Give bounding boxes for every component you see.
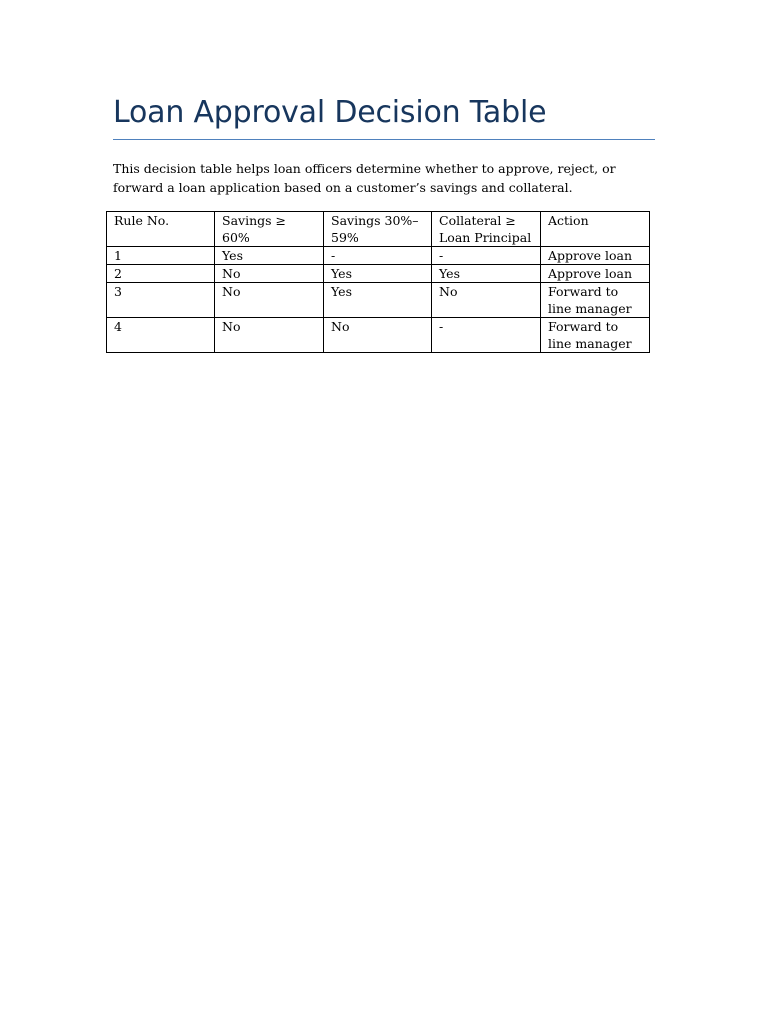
intro-paragraph: This decision table helps loan officers determine whether to approve, reject, or forward a loan application based on a customer’s savings and collateral. — [113, 161, 616, 195]
cell-savings-30-59: Yes — [324, 283, 432, 318]
cell-savings-60: No — [215, 318, 324, 353]
document-title: Loan Approval Decision Table — [113, 95, 547, 130]
header-savings-30-59: Savings 30%–59% — [324, 212, 432, 247]
cell-collateral: Yes — [432, 265, 541, 283]
cell-savings-30-59: No — [324, 318, 432, 353]
header-collateral: Collateral ≥ Loan Principal — [432, 212, 541, 247]
table-row — [107, 265, 650, 283]
header-rule-no: Rule No. — [107, 212, 215, 247]
table-row — [107, 283, 650, 318]
title-underline — [113, 139, 655, 140]
cell-action: Approve loan — [541, 265, 650, 283]
header-savings-60: Savings ≥ 60% — [215, 212, 324, 247]
table-row — [107, 247, 650, 265]
cell-savings-30-59: - — [324, 247, 432, 265]
cell-rule-no: 1 — [107, 247, 215, 265]
header-action: Action — [541, 212, 650, 247]
cell-savings-60: No — [215, 265, 324, 283]
cell-rule-no: 2 — [107, 265, 215, 283]
cell-action: Approve loan — [541, 247, 650, 265]
cell-savings-30-59: Yes — [324, 265, 432, 283]
table-row — [107, 318, 650, 353]
decision-table — [106, 211, 650, 353]
cell-savings-60: Yes — [215, 247, 324, 265]
cell-collateral: - — [432, 247, 541, 265]
cell-rule-no: 3 — [107, 283, 215, 318]
table-header-row — [107, 212, 650, 247]
cell-collateral: No — [432, 283, 541, 318]
cell-savings-60: No — [215, 283, 324, 318]
cell-action: Forward to line manager — [541, 318, 650, 353]
cell-rule-no: 4 — [107, 318, 215, 353]
cell-collateral: - — [432, 318, 541, 353]
cell-action: Forward to line manager — [541, 283, 650, 318]
